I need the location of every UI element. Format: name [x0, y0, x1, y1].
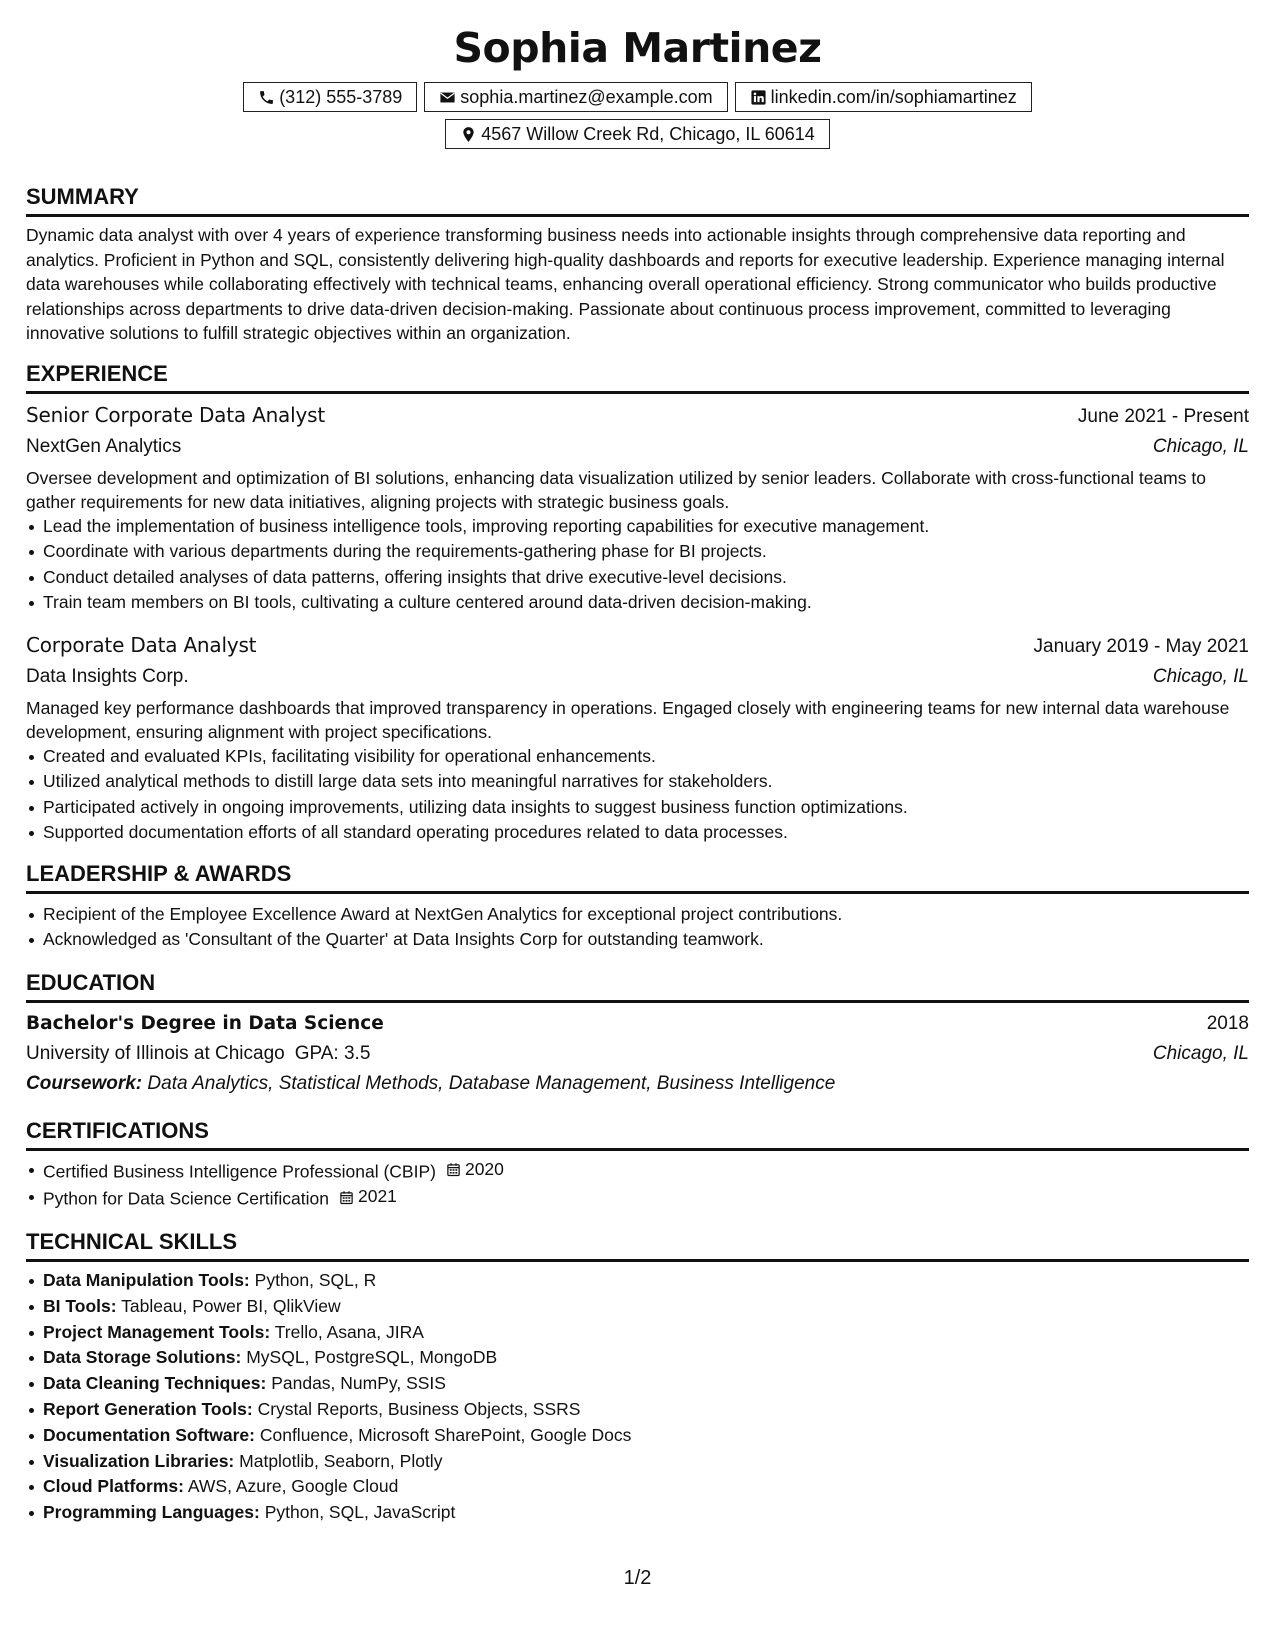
skill-label: Programming Languages:	[43, 1502, 260, 1523]
skill-value: Pandas, NumPy, SSIS	[271, 1373, 446, 1394]
page-number: 1/2	[623, 1567, 652, 1589]
gpa: GPA: 3.5	[294, 1042, 371, 1064]
experience-section	[26, 360, 1249, 846]
skills-section	[26, 1228, 1249, 1526]
phone-text: (312) 555-3789	[279, 86, 403, 107]
job-description: Oversee development and optimization of BI solutions, enhancing data visualization utilized by senior leaders. Collaborate with cross-functional teams to gather requirements for new data initiatives, aligning projects with strategic business goals.	[26, 467, 1206, 512]
list-item	[26, 1371, 1249, 1397]
list-item: Conduct detailed analyses of data patterns, offering insights that drive executive-level decisions.	[26, 565, 1249, 591]
summary-section	[26, 183, 1249, 346]
address-row	[26, 119, 1249, 149]
envelope-icon	[439, 89, 456, 106]
candidate-name: Sophia Martinez	[453, 24, 822, 72]
section-divider	[26, 891, 1249, 894]
job-location: Chicago, IL	[1152, 665, 1249, 687]
cert-name: Certified Business Intelligence Professional (CBIP)	[43, 1160, 436, 1181]
cert-year: 2020	[464, 1158, 504, 1179]
section-divider	[26, 214, 1249, 217]
skill-value: Trello, Asana, JIRA	[274, 1321, 424, 1342]
skills-heading: TECHNICAL SKILLS	[26, 1229, 238, 1254]
skill-value: Python, SQL, R	[254, 1270, 377, 1290]
list-item	[26, 1345, 1249, 1371]
email-contact[interactable]	[424, 82, 727, 112]
list-item	[26, 1294, 1249, 1320]
skill-label: Project Management Tools:	[43, 1321, 271, 1342]
summary-heading: SUMMARY	[26, 184, 139, 209]
list-item	[26, 1474, 1249, 1500]
leadership-heading: LEADERSHIP & AWARDS	[26, 860, 292, 886]
skills-list	[26, 1268, 1249, 1526]
coursework-label: Coursework:	[26, 1072, 143, 1094]
cert-year: 2021	[357, 1186, 397, 1207]
skill-value: Matplotlib, Seaborn, Plotly	[239, 1450, 443, 1471]
list-item	[26, 1184, 1249, 1212]
skill-value: Tableau, Power BI, QlikView	[121, 1295, 341, 1316]
job-description: Managed key performance dashboards that improved transparency in operations. Engaged closely with engineering teams for new internal data warehouse development, ensuring alignment with project specifications.	[26, 697, 1230, 742]
job-bullets	[26, 514, 1249, 616]
school-name: University of Illinois at Chicago	[26, 1042, 285, 1064]
skill-label: Data Manipulation Tools:	[43, 1270, 250, 1290]
resume-page	[26, 20, 1249, 1526]
list-item	[26, 1268, 1249, 1294]
coursework-list: Data Analytics, Statistical Methods, Database Management, Business Intelligence	[147, 1072, 836, 1094]
skill-value: Confluence, Microsoft SharePoint, Google Docs	[259, 1424, 632, 1445]
skill-label: Cloud Platforms:	[43, 1476, 184, 1497]
cert-name: Python for Data Science Certification	[43, 1188, 329, 1209]
skill-value: MySQL, PostgreSQL, MongoDB	[246, 1347, 498, 1368]
contact-row	[26, 82, 1249, 112]
summary-text: Dynamic data analyst with over 4 years of experience transforming business needs into actionable insights through comprehensive data reporting and analytics. Proficient in Python and SQL, consistently delivering high-quality dashboards and reports for executive leadership. Experience managing internal data warehouses while collaborating effectively with technical teams, enhancing overall operational efficiency. Strong communicator who builds productive relationships across departments to drive data-driven decision-making. Passionate about continuous process improvement, committed to leveraging innovative solutions to fulfill strategic objectives within an organization.	[26, 225, 1225, 343]
leadership-section	[26, 860, 1249, 953]
phone-icon	[258, 89, 275, 106]
skill-label: Report Generation Tools:	[43, 1398, 253, 1419]
company-name: NextGen Analytics	[26, 435, 182, 457]
job-dates: January 2019 - May 2021	[1033, 635, 1249, 657]
certifications-heading: CERTIFICATIONS	[26, 1117, 209, 1143]
skill-label: Documentation Software:	[43, 1424, 255, 1445]
skill-label: Data Storage Solutions:	[43, 1347, 242, 1368]
list-item: Acknowledged as 'Consultant of the Quarter' at Data Insights Corp for outstanding teamwork.	[26, 927, 1249, 953]
degree-title: Bachelor's Degree in Data Science	[26, 1012, 384, 1034]
list-item	[26, 1157, 1249, 1185]
school-location: Chicago, IL	[1152, 1042, 1249, 1064]
skill-label: BI Tools:	[43, 1295, 117, 1316]
graduation-year: 2018	[1206, 1012, 1249, 1034]
address-text: 4567 Willow Creek Rd, Chicago, IL 60614	[481, 123, 815, 144]
job-entry	[26, 400, 1249, 616]
list-item	[26, 1449, 1249, 1475]
company-name: Data Insights Corp.	[26, 665, 189, 687]
skill-value: Crystal Reports, Business Objects, SSRS	[257, 1398, 581, 1419]
email-text: sophia.martinez@example.com	[460, 86, 713, 107]
list-item: Train team members on BI tools, cultivating a culture centered around data-driven decision-making.	[26, 590, 1249, 616]
job-bullets	[26, 744, 1249, 846]
section-divider	[26, 1000, 1249, 1003]
calendar-icon	[446, 1162, 461, 1177]
linkedin-icon	[750, 89, 767, 106]
list-item	[26, 1500, 1249, 1526]
experience-heading: EXPERIENCE	[26, 360, 168, 386]
job-location: Chicago, IL	[1152, 435, 1249, 457]
job-dates: June 2021 - Present	[1077, 405, 1249, 427]
map-pin-icon	[460, 126, 477, 143]
list-item	[26, 1423, 1249, 1449]
list-item: Coordinate with various departments during the requirements-gathering phase for BI projects.	[26, 539, 1249, 565]
list-item: Lead the implementation of business intelligence tools, improving reporting capabilities for executive management.	[26, 514, 1249, 540]
education-section	[26, 969, 1249, 1099]
calendar-icon	[339, 1190, 354, 1205]
list-item: Recipient of the Employee Excellence Award at NextGen Analytics for exceptional project contributions.	[26, 902, 1249, 928]
section-divider	[26, 1148, 1249, 1151]
list-item: Participated actively in ongoing improvements, utilizing data insights to suggest business function optimizations.	[26, 795, 1249, 821]
section-divider	[26, 1259, 1249, 1262]
phone-contact[interactable]	[243, 82, 417, 112]
job-title: Corporate Data Analyst	[26, 632, 257, 657]
coursework	[26, 1069, 1249, 1099]
list-item: Utilized analytical methods to distill large data sets into meaningful narratives for stakeholders.	[26, 769, 1249, 795]
skill-label: Data Cleaning Techniques:	[43, 1373, 267, 1394]
skill-value: AWS, Azure, Google Cloud	[187, 1476, 399, 1497]
education-heading: EDUCATION	[26, 969, 156, 995]
certifications-section	[26, 1117, 1249, 1213]
list-item: Created and evaluated KPIs, facilitating visibility for operational enhancements.	[26, 744, 1249, 770]
list-item: Supported documentation efforts of all standard operating procedures related to data processes.	[26, 820, 1249, 846]
skill-label: Visualization Libraries:	[43, 1450, 235, 1471]
section-divider	[26, 391, 1249, 394]
linkedin-contact[interactable]	[735, 82, 1032, 112]
skill-value: Python, SQL, JavaScript	[264, 1502, 456, 1523]
address-contact	[445, 119, 830, 149]
leadership-list	[26, 902, 1249, 953]
linkedin-text: linkedin.com/in/sophiamartinez	[770, 86, 1017, 107]
job-entry	[26, 630, 1249, 846]
certifications-list	[26, 1157, 1249, 1213]
list-item	[26, 1320, 1249, 1346]
list-item	[26, 1397, 1249, 1423]
job-title: Senior Corporate Data Analyst	[26, 402, 325, 427]
